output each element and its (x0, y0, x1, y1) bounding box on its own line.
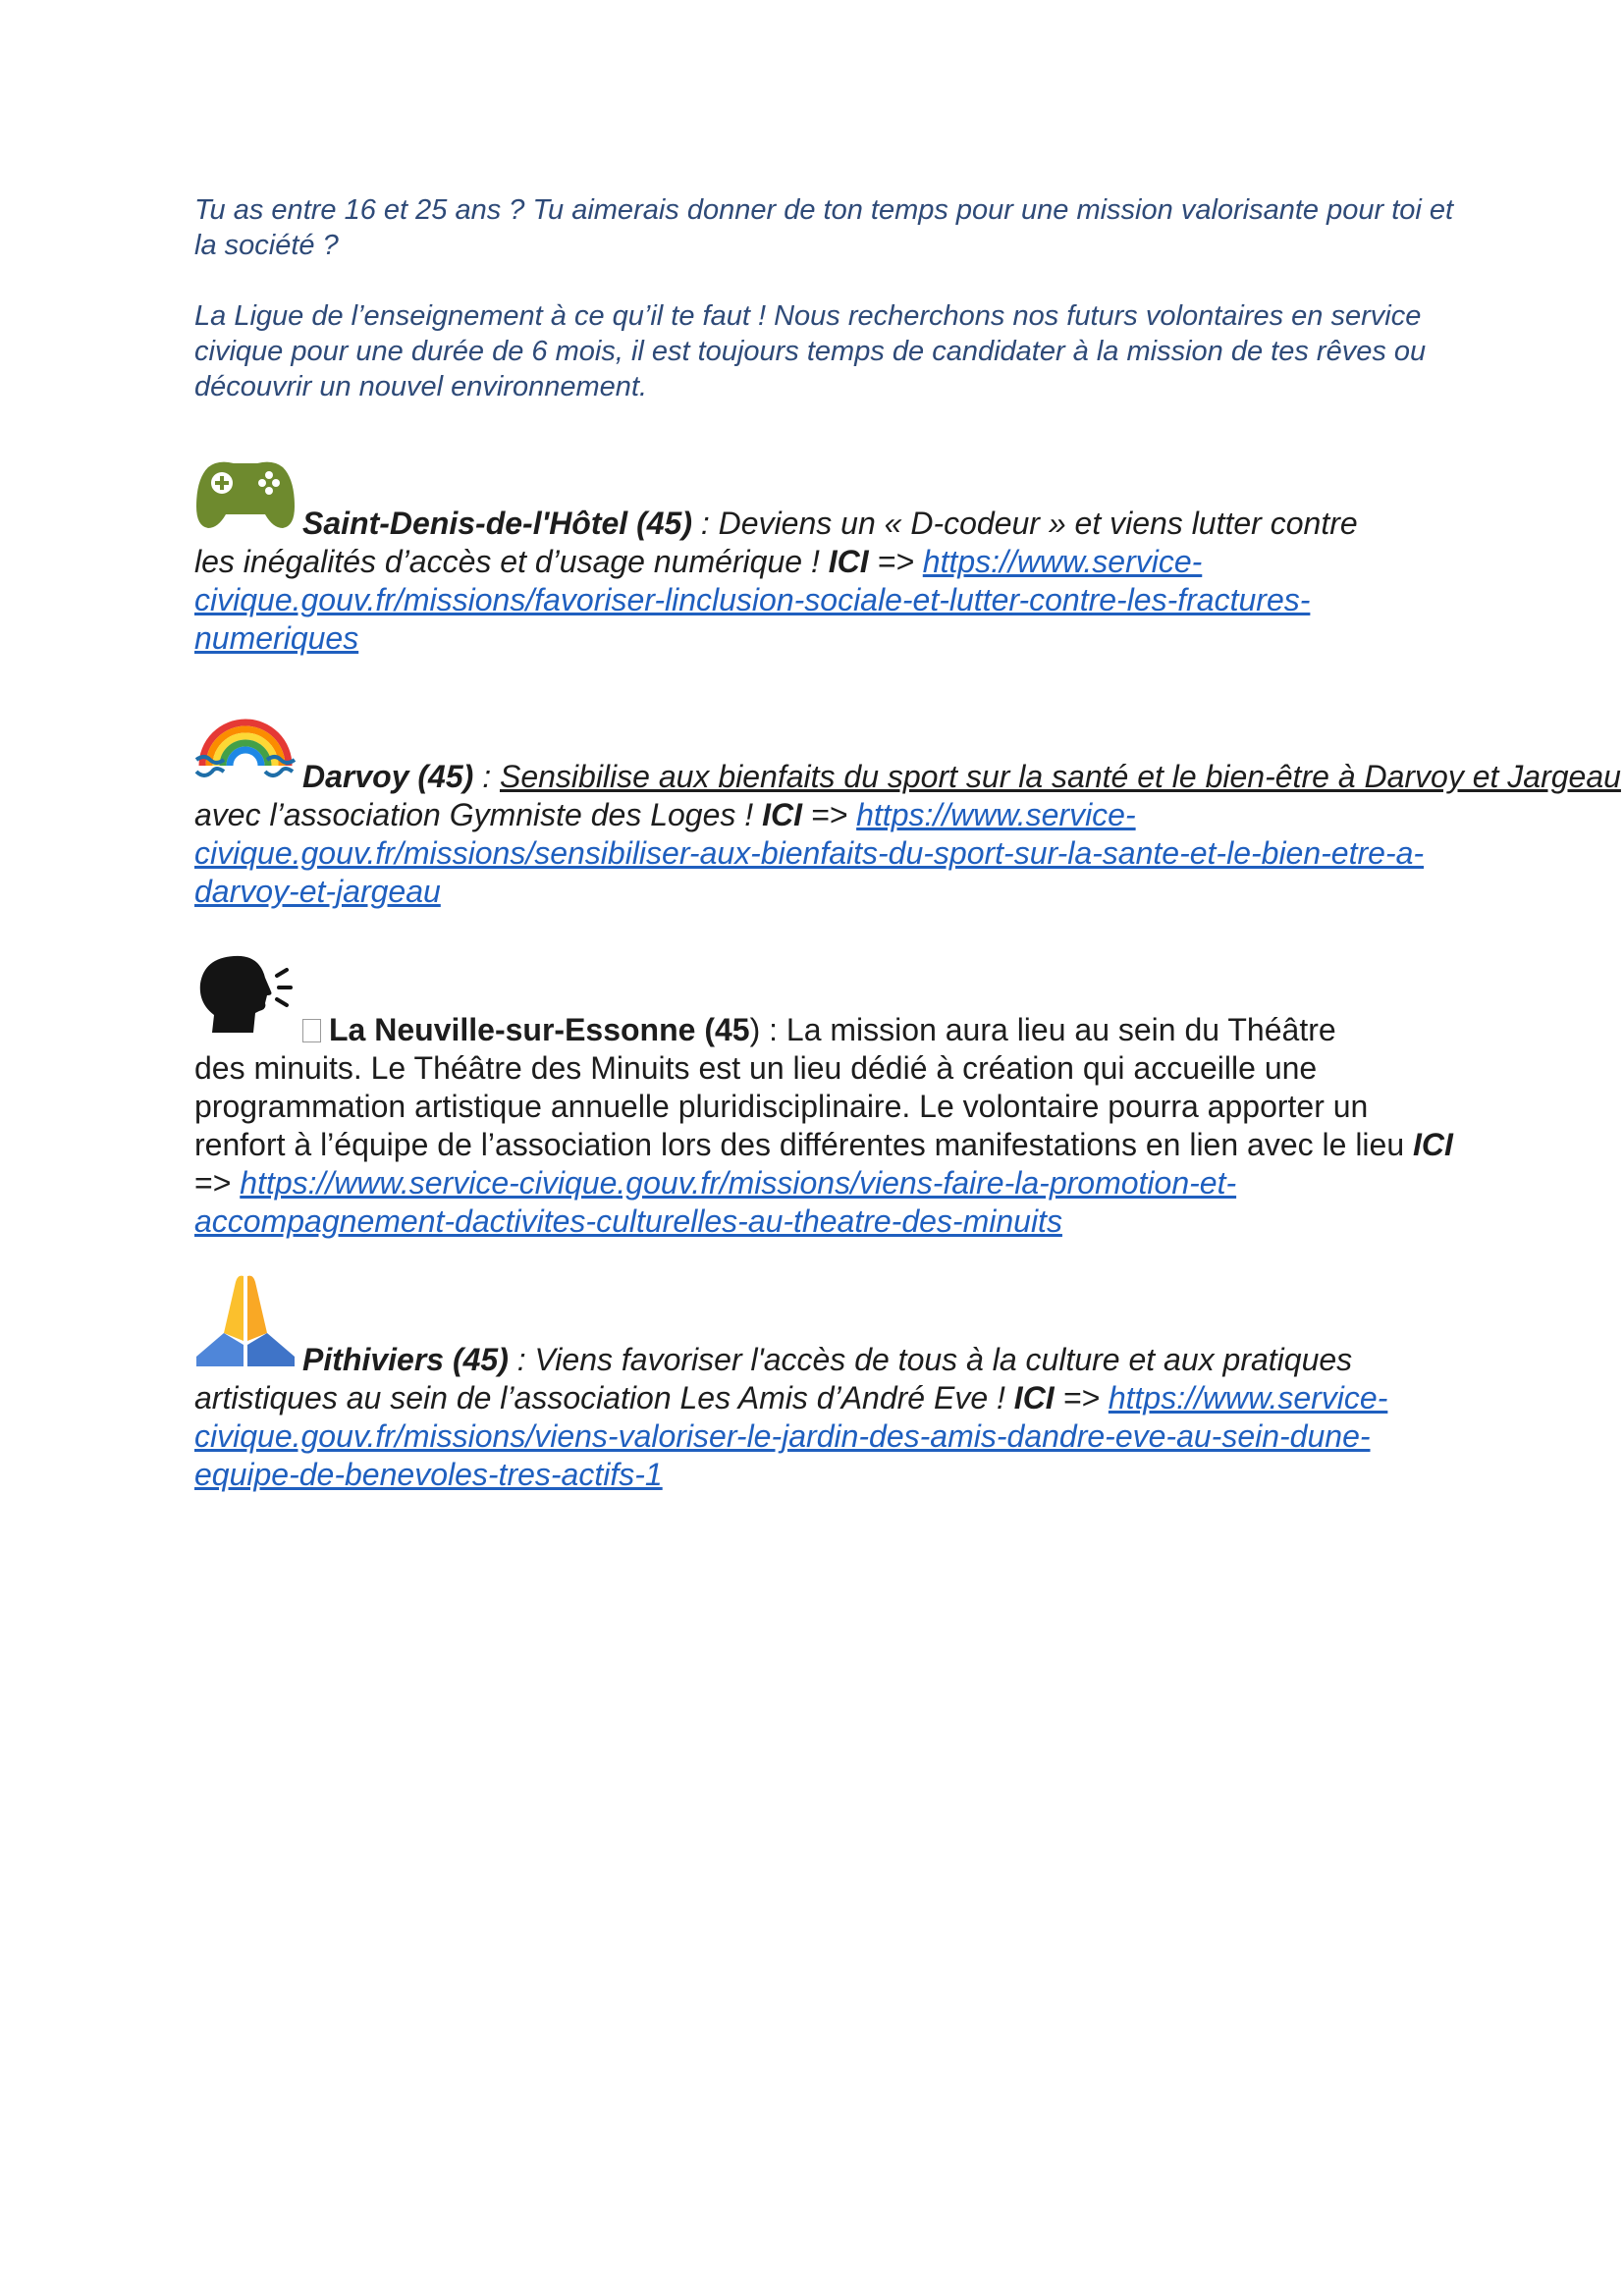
mission-text: : Viens favoriser l'accès de tous à la culture et aux pratiques (508, 1342, 1353, 1377)
mission-link[interactable]: https://www.service-civique.gouv.fr/missions/viens-valoriser-le-jardin-des-amis-dandre-eve-au-sein-dune-equipe-de-benevoles-tres-actifs-1 (194, 1380, 1388, 1492)
mission-text: les inégalités d’accès et d’usage numérique ! (194, 544, 829, 579)
mission-pithiviers: Pithiviers (45) : Viens favoriser l'accès de tous à la culture et aux pratiques artistiques au sein de l’association Les Amis d’André Eve ! ICI => https://www.service-civique.gouv.fr/missions/viens-valoriser-le-jardin-des-amis-dandre-eve-au-sein-dune-equipe-de-benevoles-tres-actifs-1 (194, 1294, 1461, 1494)
intro-paragraph-age: Tu as entre 16 et 25 ans ? Tu aimerais donner de ton temps pour une mission valorisante pour toi et la société ? (194, 194, 1454, 261)
mission-text: ) : La mission aura lieu au sein du Théâtre (749, 1012, 1336, 1047)
mission-text: artistiques au sein de l’association Les Amis d’André Eve ! (194, 1380, 1014, 1415)
speaking-head-icon (194, 952, 297, 1041)
mission-text: des minuits. Le Théâtre des Minuits est un lieu dédié à création qui accueille une programmation artistique annuelle pluridisciplinaire. Le volontaire pourra apporter un renfort à l’équipe de l’association lors des différentes manifestations en lien avec le lieu (194, 1050, 1414, 1162)
mission-text: avec l’association Gymniste des Loges ! (194, 797, 763, 832)
mission-la-neuville: La Neuville-sur-Essonne (45) : La mission aura lieu au sein du Théâtre des minuits. Le Théâtre des Minuits est un lieu dédié à création qui accueille une programmation artistique annuelle pluridisciplinaire. Le volontaire pourra apporter un renfort à l’équipe de l’association lors des différentes manifestations en lien avec le lieu ICI => https://www.service-civique.gouv.fr/missions/viens-faire-la-promotion-et-accompagnement-dactivites-culturelles-au-theatre-des-minuits (194, 964, 1461, 1241)
document-page (194, 192, 1621, 1494)
praying-hands-icon (194, 1272, 297, 1370)
mission-text: : Deviens un « D-codeur » et viens lutter contre (691, 506, 1358, 541)
placeholder-glyph-icon (302, 1019, 321, 1042)
ici-label: ICI (762, 797, 802, 832)
mission-saint-denis: Saint-Denis-de-l'Hôtel (45) : Deviens un « D-codeur » et viens lutter contre les inégalités d’accès et d’usage numérique ! ICI => https://www.service-civique.gouv.fr/missions/favoriser-linclusion-sociale-et-lutter-contre-les-fractures-numeriques (194, 457, 1461, 658)
mission-link[interactable]: https://www.service-civique.gouv.fr/missions/sensibiliser-aux-bienfaits-du-sport-sur-la-sante-et-le-bien-etre-a-darvoy-et-jargeau (194, 797, 1425, 909)
mission-underlined-text: Sensibilise aux bienfaits du sport sur la santé et le bien-être à Darvoy et Jargeau (499, 759, 1621, 794)
game-controller-icon (194, 457, 297, 532)
ici-label: ICI (1413, 1127, 1453, 1162)
intro-paragraph-ligue: La Ligue de l’enseignement à ce qu’il te faut ! Nous recherchons nos futurs volontaires en service civique pour une durée de 6 mois, il est toujours temps de candidater à la mission de tes rêves ou découvrir un nouvel environnement. (194, 300, 1427, 402)
ici-label: ICI (828, 544, 869, 579)
mission-link[interactable]: https://www.service-civique.gouv.fr/missions/favoriser-linclusion-sociale-et-lutter-contre-les-fractures-numeriques (194, 544, 1311, 656)
ici-label: ICI (1013, 1380, 1055, 1415)
mission-place: La Neuville-sur-Essonne (45 (329, 1012, 750, 1047)
mission-link[interactable]: https://www.service-civique.gouv.fr/missions/viens-faire-la-promotion-et-accompagnement-dactivites-culturelles-au-theatre-des-minuits (194, 1165, 1237, 1239)
mission-place: Saint-Denis-de-l'Hôtel (45) (302, 506, 692, 541)
mission-darvoy: Darvoy (45) : Sensibilise aux bienfaits du sport sur la santé et le bien-être à Darvoy et Jargeau avec l’association Gymniste des Loges ! ICI => https://www.service-civique.gouv.fr/missions/sensibiliser-aux-bienfaits-du-sport-sur-la-sante-et-le-bien-etre-a-darvoy-et-jargeau (194, 711, 1461, 911)
rainbow-icon (194, 711, 297, 785)
mission-place: Pithiviers (45) (302, 1342, 509, 1377)
mission-place: Darvoy (45) (302, 759, 474, 794)
